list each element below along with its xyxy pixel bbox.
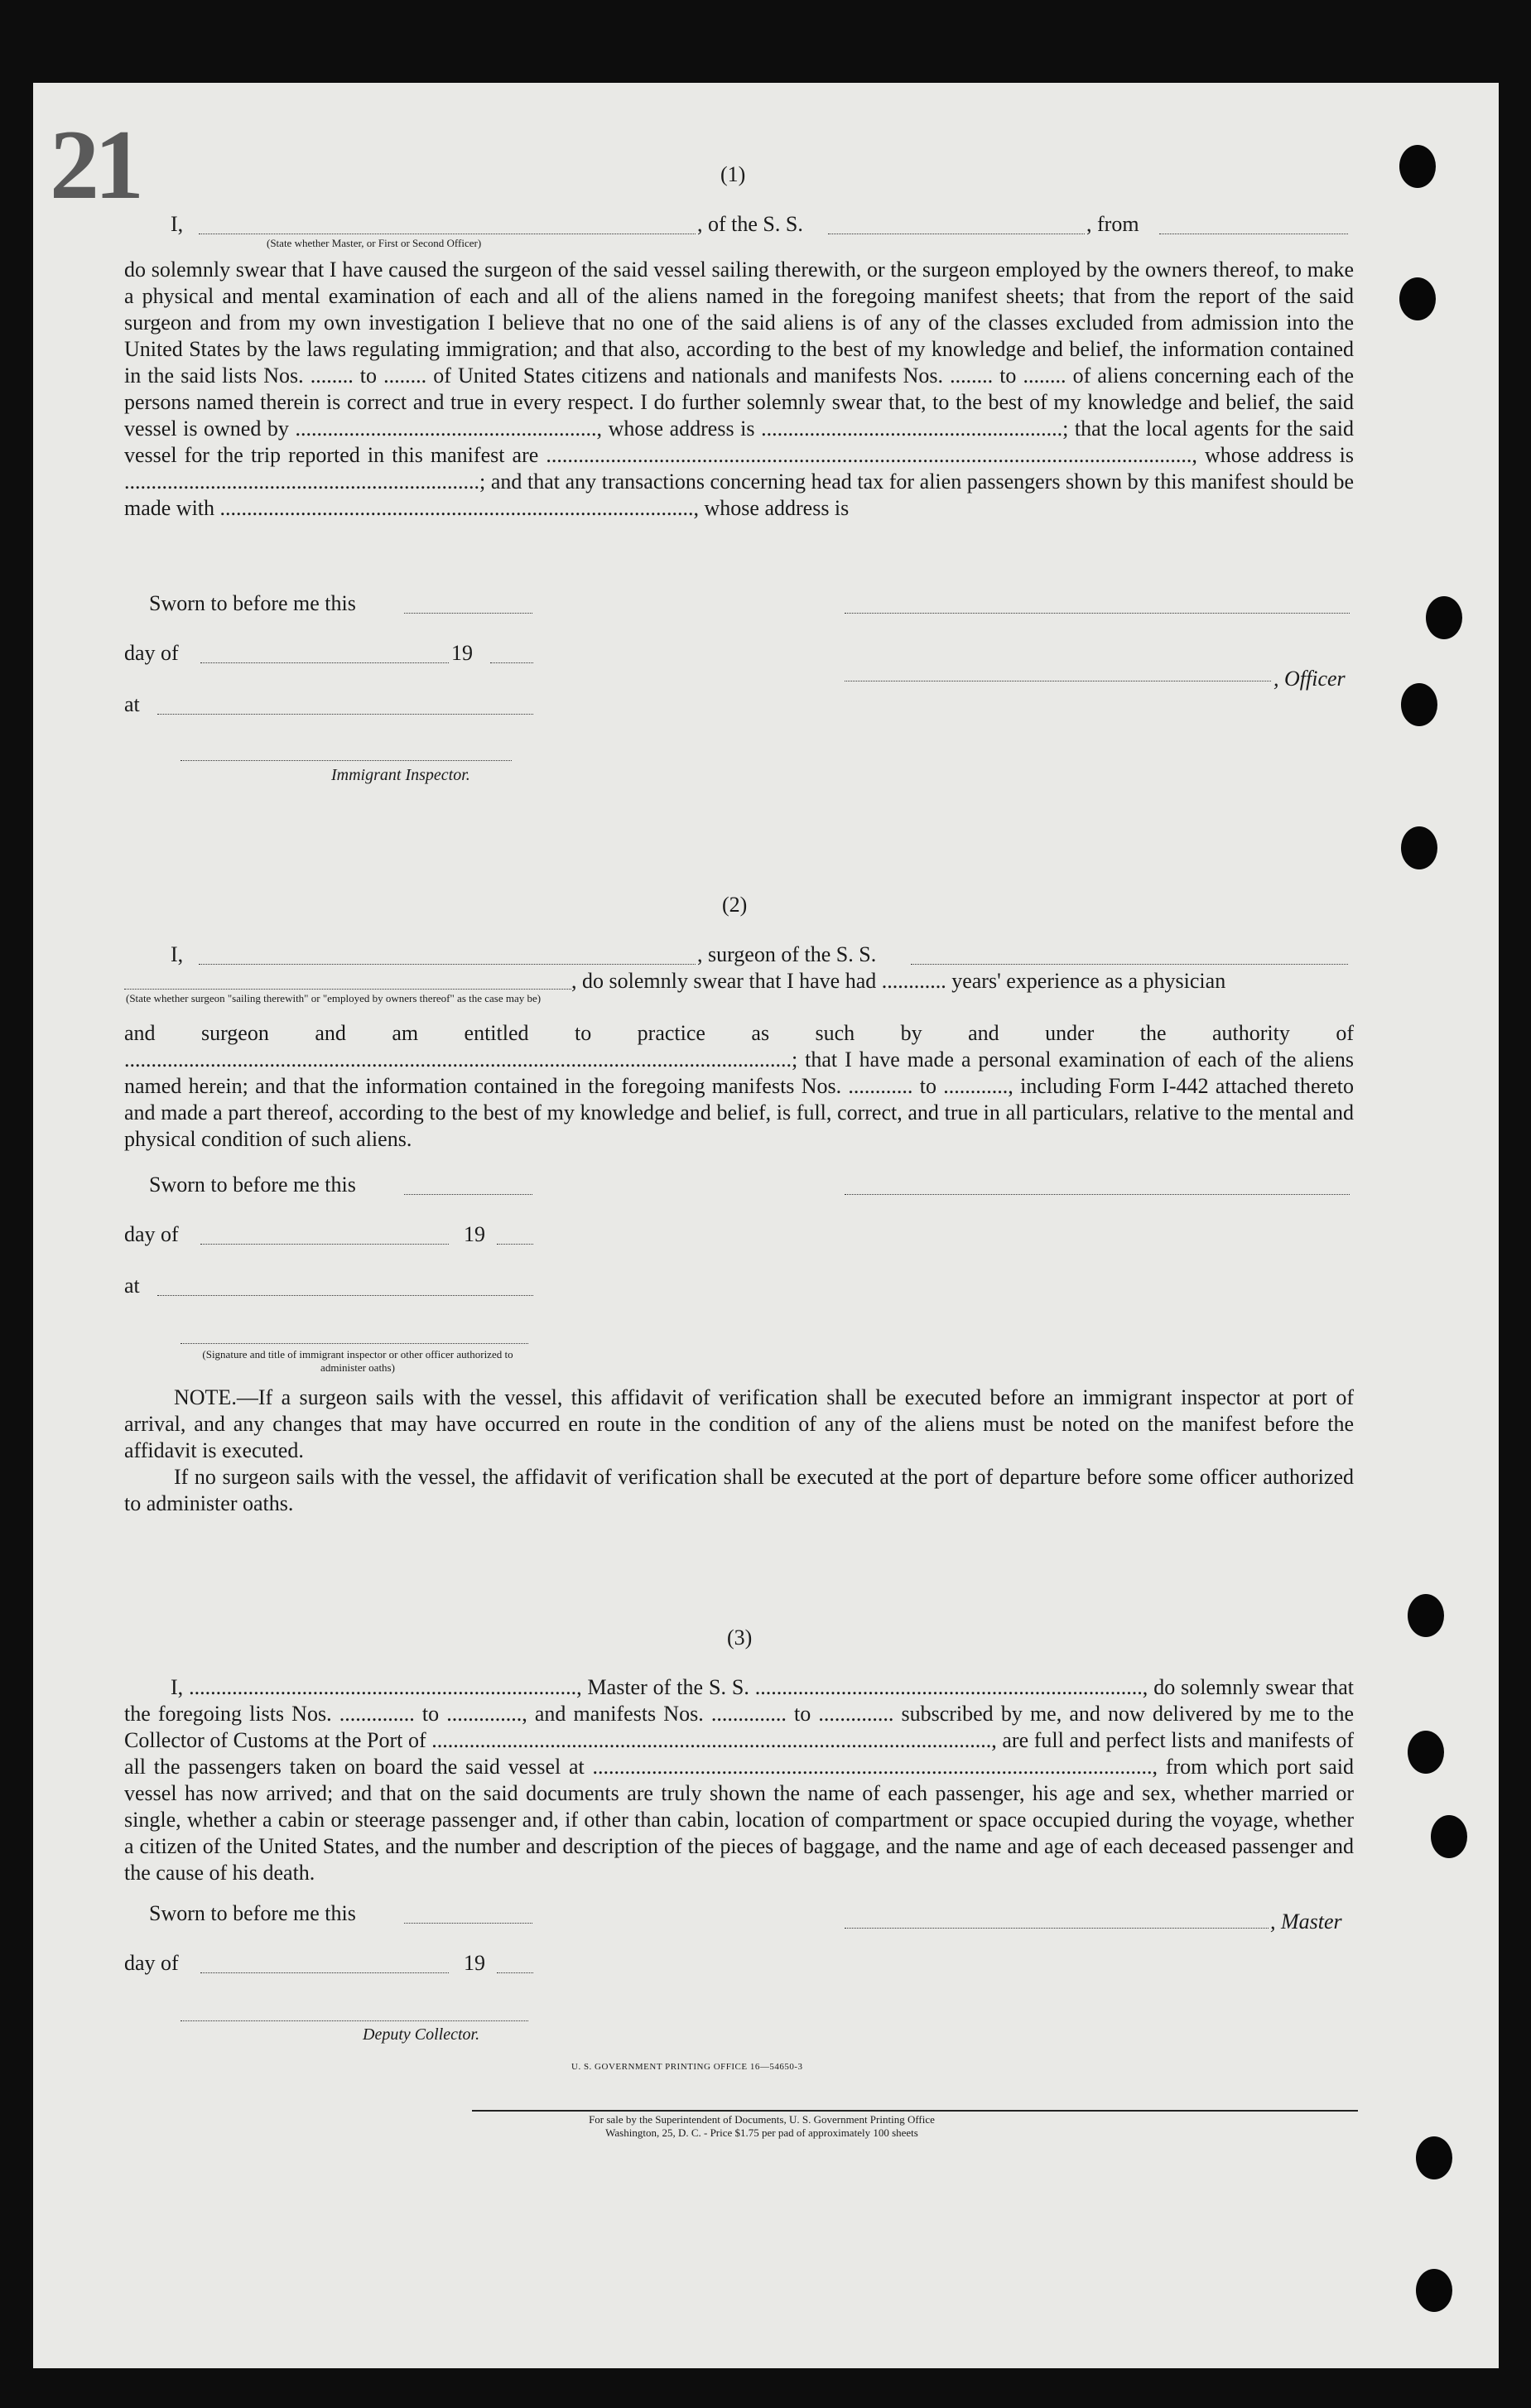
section-1-number: (1) [720,162,746,186]
section-2-day-of: day of [124,1222,179,1246]
binder-hole [1399,277,1436,320]
section-1-sworn: Sworn to before me this [149,591,356,615]
surgeon-status-field [124,989,571,990]
section-2-oath: and surgeon and am entitled to practice as such by and under the authority of ............................................................................................................................; that I have made a personal examination of each of the aliens named herein; and that the information contained in the foregoing manifests Nos. ............ to ............, including Form I-442 attached thereto and made a part thereof, according to the best of my knowledge and belief, is full, correct, and true in all particulars, relative to the mental and physical condition of such aliens. [124,1021,1354,1151]
master-signature-line [845,1928,1269,1929]
section-3-number: (3) [727,1625,753,1649]
section-1-officer-note: (State whether Master, or First or Second Officer) [267,237,482,249]
section-2-signature-note: (Signature and title of immigrant inspector or other officer authorized to administer oaths) [202,1348,513,1374]
section-1-i: I, [171,212,184,236]
section-2-number: (2) [722,893,748,917]
section-3-day-of: day of [124,1951,179,1975]
binder-hole [1401,826,1437,869]
sale-notice-2: Washington, 25, D. C. - Price $1.75 per pad of approximately 100 sheets [605,2126,918,2139]
section-2-surgeon: , surgeon of the S. S. [697,942,877,966]
section-2-at: at [124,1274,140,1298]
section-1-at: at [124,692,140,716]
section-2-line2: , do solemnly swear that I have had ............ years' experience as a physician [571,969,1226,993]
surgeon-signature-line [845,1194,1350,1195]
sworn-month-field [200,662,449,663]
section-3-sworn: Sworn to before me this [149,1901,356,1925]
s3-sworn-day-field [404,1923,532,1924]
deputy-collector-label: Deputy Collector. [363,2025,480,2044]
officer-label: , Officer [1273,667,1346,691]
s2-sworn-month-field [200,1244,449,1245]
officer-signature-line [845,613,1350,614]
binder-hole [1416,2136,1452,2179]
year-prefix: 19 [464,1222,485,1246]
master-label: , Master [1270,1910,1342,1934]
year-prefix: 19 [464,1951,485,1975]
sworn-year-field [490,662,533,663]
section-2-i: I, [171,942,184,966]
surgeon-name-field [199,964,696,965]
footer-rule [472,2110,1358,2112]
sworn-place-field [157,714,533,715]
surgeon-vessel-field [911,964,1348,965]
section-1-day-of: day of [124,641,179,665]
binder-hole [1426,596,1462,639]
s3-sworn-month-field [200,1972,449,1973]
collector-signature-line [181,2020,528,2021]
section-1-oath: do solemnly swear that I have caused the surgeon of the said vessel sailing therewith, or the surgeon employed by the owners thereof, to make a physical and mental examination of each and all of the aliens named in the foregoing manifest sheets; that from the report of the said surgeon and from my own investigation I believe that no one of the said aliens is of any of the classes excluded from admission into the United States by the laws regulating immigration; and that also, according to the best of my knowledge and belief, the information contained in the said lists Nos. ........ to ........ of United States citizens and nationals and manifests Nos. ........ to ........ of aliens concerning each of the persons named therein is correct and true in every respect. I do further solemnly swear that, to the best of my knowledge and belief, the said vessel is owned by ........................................................, whose address is ........................................................; that the local agents for the said vessel for the trip reported in this manifest are ........................................................................................................................, whose address is ..................................................................; and that any transactions concerning head tax for alien passengers shown by this manifest should be made with ........................................................................................, whose address is [124,258,1354,520]
year-prefix: 19 [451,641,473,665]
sale-notice-1: For sale by the Superintendent of Documents, U. S. Government Printing Office [589,2113,935,2126]
s2-sworn-place-field [157,1295,533,1296]
binder-hole [1399,145,1436,188]
s2-sworn-year-field [497,1244,533,1245]
binder-hole [1431,1815,1467,1858]
binder-hole [1408,1731,1444,1774]
section-1-from: , from [1086,212,1139,236]
s2-officer-signature-line [181,1343,528,1344]
binder-hole [1416,2269,1452,2312]
s3-sworn-year-field [497,1972,533,1973]
section-3-oath: I, ........................................................................, Master of the S. S. ........................................................................, do solemnly swear that the foregoing lists Nos. .............. to .............., and manifests Nos. .............. to .............. subscribed by me, and now delivered by me to the Collector of Customs at the Port of ........................................................................................................, are full and perfect lists and manifests of all the passengers taken on board the said vessel at ........................................................................................................, from which port said vessel has now arrived; and that on the said documents are truly shown the name of each passenger, his age and sex, whether married or single, whether a cabin or steerage passenger and, if other than cabin, location of compartment or space occupied during the voyage, whether a citizen of the United States, and the number and description of the pieces of baggage, and the name and age of each deceased passenger and the cause of his death. [124,1675,1354,1885]
note-paragraph-2: If no surgeon sails with the vessel, the affidavit of verification shall be executed at the port of departure before some officer authorized to administer oaths. [124,1465,1354,1515]
binder-hole [1408,1594,1444,1637]
note-paragraph-1: NOTE.—If a surgeon sails with the vessel, this affidavit of verification shall be executed before an immigrant inspector at port of arrival, and any changes that may have occurred en route in the condition of any of the aliens must be noted on the manifest before the affidavit is executed. [124,1385,1354,1462]
section-2-surgeon-note: (State whether surgeon "sailing therewith" or "employed by owners thereof" as the case may be) [126,992,542,1004]
section-2-sworn: Sworn to before me this [149,1173,356,1197]
binder-hole [1401,683,1437,726]
immigrant-inspector-label: Immigrant Inspector. [331,766,470,784]
sworn-day-field [404,613,532,614]
s2-sworn-day-field [404,1194,532,1195]
page-number-stamp: 21 [50,109,139,219]
gpo-imprint: U. S. GOVERNMENT PRINTING OFFICE 16—54650-3 [571,2062,803,2072]
inspector-signature-line [181,760,512,761]
section-1-of-ss: , of the S. S. [697,212,803,236]
